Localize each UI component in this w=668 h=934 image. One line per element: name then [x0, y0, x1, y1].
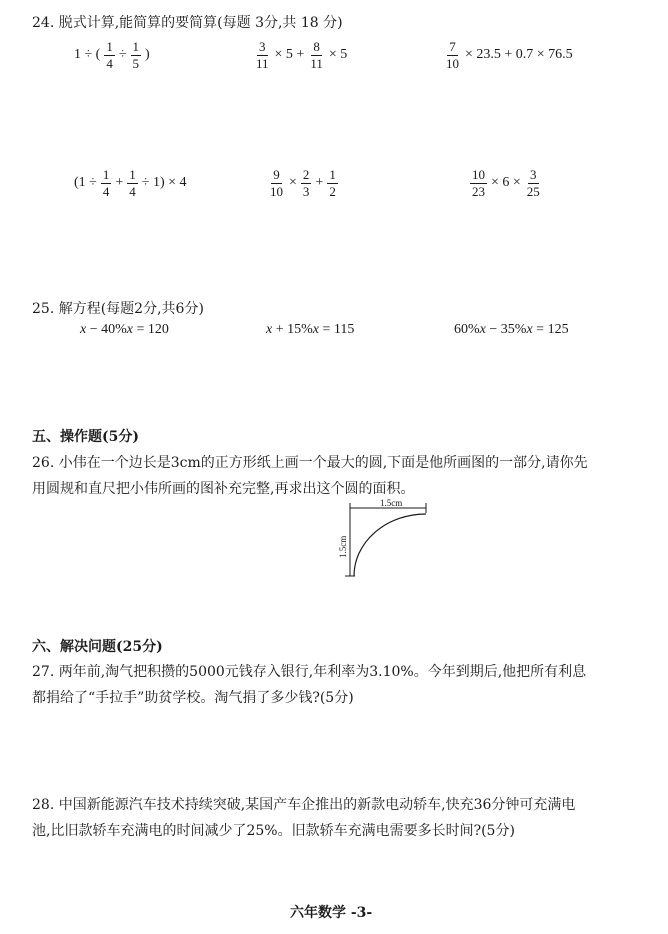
q28-text: 28. 中国新能源汽车技术持续突破,某国产车企推出的新款电动轿车,快充36分钟可充满电池,比旧款轿车充满电的时间减少了25%。旧款轿车充满电需要多长时间?(5分) — [32, 797, 576, 839]
q25-equation-3: 60%x − 35%x = 125 — [454, 322, 569, 337]
q25-title: 25. 解方程(每题2分,共6分) — [32, 301, 204, 317]
page-footer: 六年数学 -3- — [290, 905, 373, 921]
q25-equation-2: x + 15%x = 115 — [266, 322, 355, 337]
q24-expr-5: $\frac{9}{10}$ × $\frac{2}{3}$ + $\frac{1}{2}$ — [270, 167, 336, 199]
q24-expr-4: (1 ÷ $\frac{1}{4}$ + $\frac{1}{4}$ ÷ 1) × 4 — [74, 167, 187, 199]
q24-expr-2: $\frac{3}{11}$ × 5 + $\frac{8}{11}$ × 5 — [256, 39, 348, 71]
quarter-arc — [354, 514, 426, 576]
q24-expr-3: $\frac{7}{10}$ × 23.5 + 0.7 × 76.5 — [446, 39, 573, 71]
q25-equation-1: x − 40%x = 120 — [80, 322, 169, 337]
q26-text: 26. 小伟在一个边长是3cm的正方形纸上画一个最大的圆,下面是他所画图的一部分,请你先用圆规和直尺把小伟所画的图补充完整,再求出这个圆的面积。 — [32, 455, 588, 497]
section-5-title: 五、操作题(5分) — [32, 429, 139, 445]
q24-title: 24. 脱式计算,能简算的要简算(每题 3分,共 18 分) — [32, 15, 343, 31]
q26-quarter-circle-figure — [336, 498, 436, 580]
side-length-label: 1.5cm — [338, 535, 348, 558]
q27-text: 27. 两年前,淘气把积攒的5000元钱存入银行,年利率为3.10%。今年到期后,他把所有利息都捐给了“手拉手”助贫学校。淘气捐了多少钱?(5分) — [32, 664, 587, 706]
q24-expr-1: 1 ÷ ( $\frac{1}{4}$ ÷ $\frac{1}{5}$ ) — [74, 39, 150, 71]
section-6-title: 六、解决问题(25分) — [32, 639, 163, 655]
top-length-label: 1.5cm — [380, 498, 403, 508]
q24-expr-6: $\frac{10}{23}$ × 6 × $\frac{3}{25}$ — [472, 167, 540, 199]
